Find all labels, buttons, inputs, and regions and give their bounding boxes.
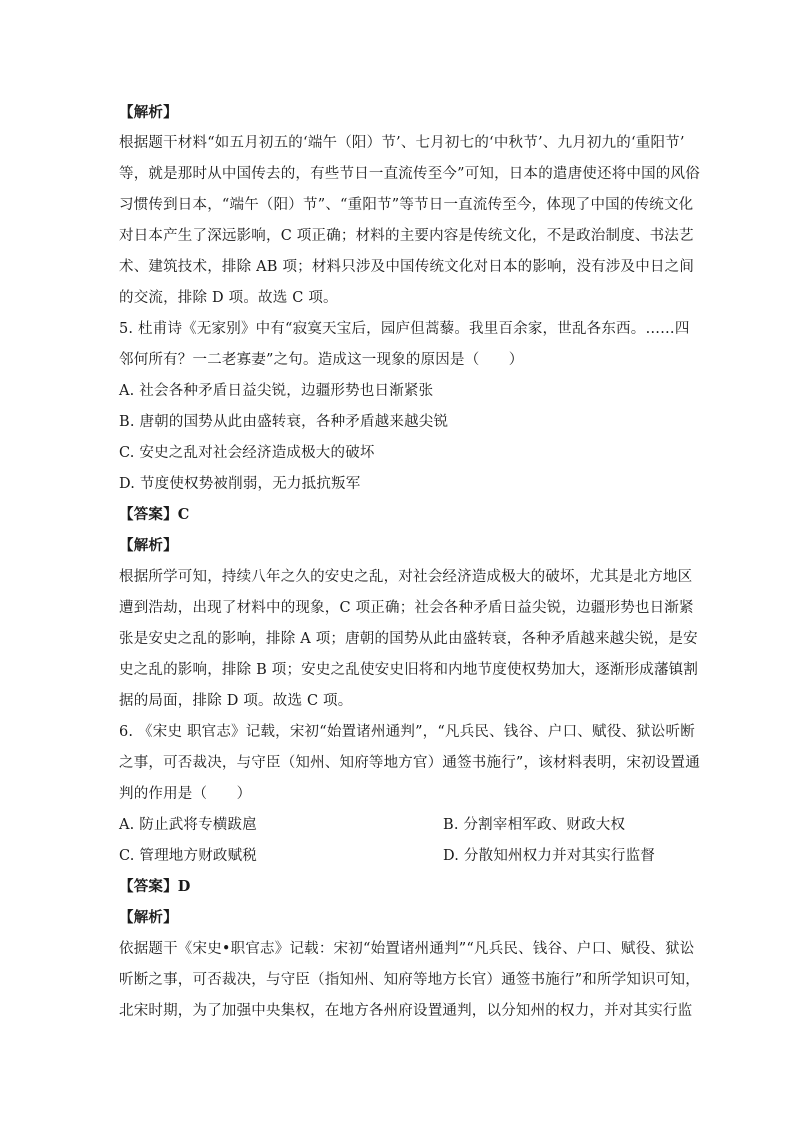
text-line: A. 防止武将专横跋扈 [119, 817, 257, 833]
text-line: D. 节度使权势被削弱，无力抵抗叛军 [119, 476, 361, 492]
text-line: 根据所学可知，持续八年之久的安史之乱，对社会经济造成极大的破坏，尤其是北方地区 [119, 569, 693, 585]
text-line: 习惯传到日本，“端午（阳）节”、“重阳节”等节日一直流传至今，体现了中国的传统文化 [119, 197, 694, 213]
text-line: 遭到浩劫，出现了材料中的现象，C 项正确；社会各种矛盾日益尖锐，边疆形势也日渐紧 [119, 600, 694, 616]
text-line: 北宋时期，为了加强中央集权，在地方各州府设置通判，以分知州的权力，并对其实行监 [119, 1003, 693, 1019]
text-line: 判的作用是（ ） [119, 786, 252, 802]
text-line: 史之乱的影响，排除 B 项；安史之乱使安史旧将和内地节度使权势加大，逐渐形成藩镇割 [119, 662, 699, 678]
text-line: 根据题干材料“如五月初五的‘端午（阳）节’、七月初七的‘中秋节’、九月初九的‘重阳节’ [119, 135, 685, 151]
text-line: C. 管理地方财政赋税 [119, 848, 257, 864]
text-line: 对日本产生了深远影响，C 项正确；材料的主要内容是传统文化，不是政治制度、书法艺 [119, 228, 694, 244]
text-line: 张是安史之乱的影响，排除 A 项；唐朝的国势从此由盛转衰，各种矛盾越来越尖锐，是安 [119, 631, 698, 647]
text-line: C. 安史之乱对社会经济造成极大的破坏 [119, 445, 375, 461]
text-line: A. 社会各种矛盾日益尖锐，边疆形势也日渐紧张 [119, 383, 434, 399]
section-heading: 【解析】 [119, 537, 178, 554]
text-line: 5. 杜甫诗《无家别》中有“寂寞天宝后，园庐但蒿藜。我里百余家，世乱各东西。……四 [119, 321, 690, 337]
text-line: 之事，可否裁决，与守臣（知州、知府等地方官）通签书施行”，该材料表明，宋初设置通 [119, 755, 700, 771]
section-heading: 【答案】C [119, 506, 190, 523]
text-line: 术、建筑技术，排除 AB 项；材料只涉及中国传统文化对日本的影响，没有涉及中日之间 [119, 259, 695, 275]
text-line: 的交流，排除 D 项。故选 C 项。 [119, 290, 338, 306]
section-heading: 【解析】 [119, 104, 178, 121]
text-line: 依据题干《宋史•职官志》记载：宋初“始置诸州通判”“凡兵民、钱谷、户口、赋役、狱讼 [119, 941, 695, 957]
text-line: D. 分散知州权力并对其实行监督 [443, 848, 656, 864]
text-line: 等，就是那时从中国传去的，有些节日一直流传至今”可知，日本的遣唐使还将中国的风俗 [119, 166, 700, 182]
text-line: 听断之事，可否裁决，与守臣（指知州、知府等地方长官）通签书施行”和所学知识可知， [119, 972, 700, 988]
text-line: 6. 《宋史 职官志》记载，宋初“始置诸州通判”，“凡兵民、钱谷、户口、赋役、狱讼听断 [119, 724, 695, 740]
text-line: 邻何所有？一二老寡妻”之句。造成这一现象的原因是（ ） [119, 352, 524, 368]
text-line: B. 分割宰相军政、财政大权 [443, 817, 626, 833]
section-heading: 【答案】D [119, 878, 191, 895]
text-line: B. 唐朝的国势从此由盛转衰，各种矛盾越来越尖锐 [119, 414, 449, 430]
section-heading: 【解析】 [119, 909, 178, 926]
text-line: 据的局面，排除 D 项。故选 C 项。 [119, 693, 353, 709]
